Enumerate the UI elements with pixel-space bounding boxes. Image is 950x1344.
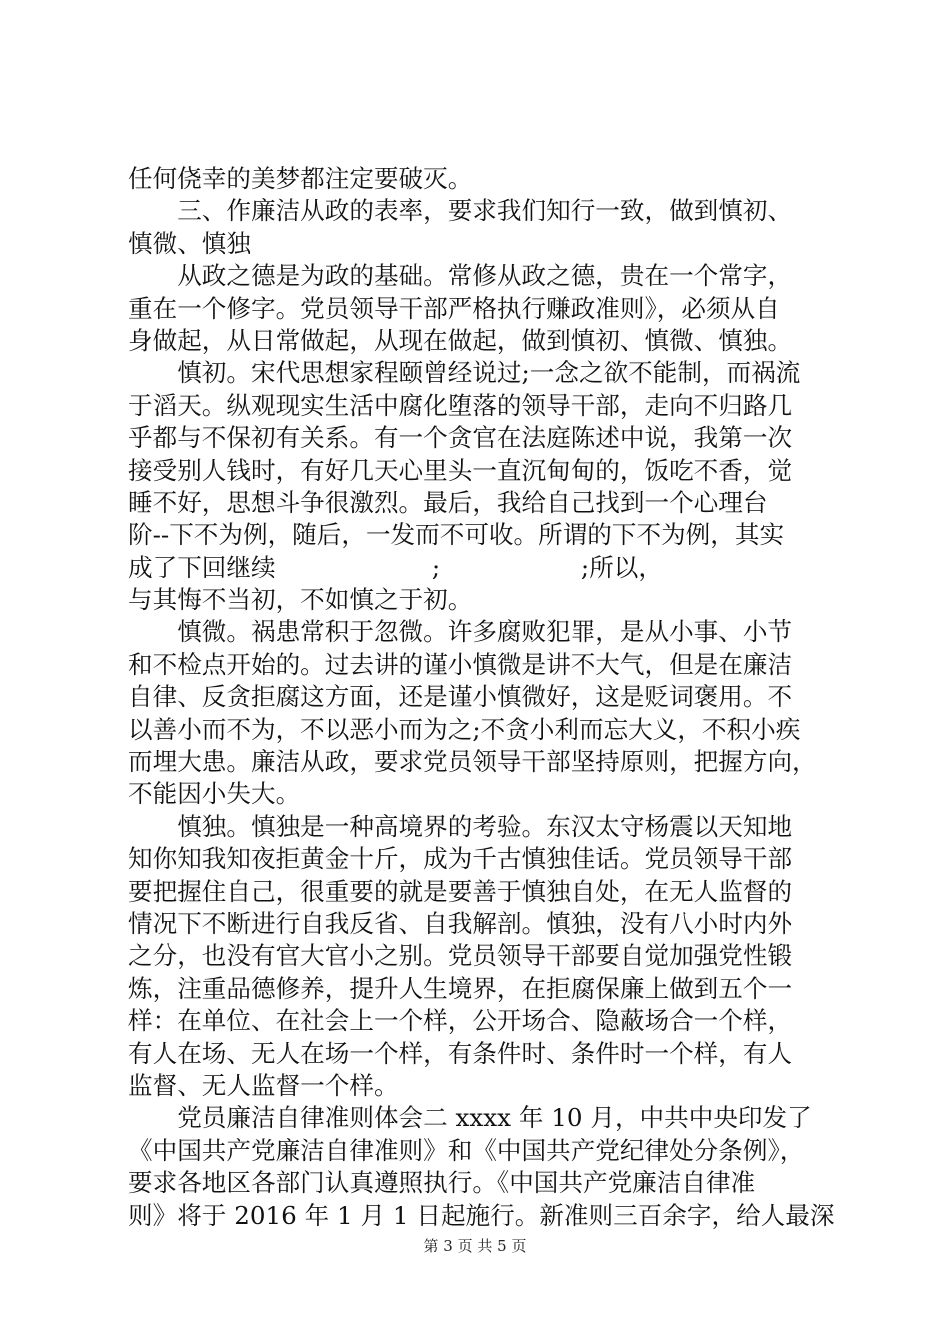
text-line: 知你知我知夜拒黄金十斤，成为千古慎独佳话。党员领导干部 bbox=[128, 844, 793, 874]
text-line: 成了下回继续 ; ;所以， bbox=[128, 552, 663, 582]
text-line: 从政之德是为政的基础。常修从政之德，贵在一个常字， bbox=[128, 261, 793, 291]
text-line: 自律、反贪拒腐这方面，还是谨小慎微好，这是贬词褒用。不 bbox=[128, 682, 793, 712]
text-line: 与其悔不当初，不如慎之于初。 bbox=[128, 585, 473, 615]
text-line: 炼，注重品德修养，提升人生境界，在拒腐保廉上做到五个一 bbox=[128, 973, 793, 1003]
text-line: 睡不好，思想斗争很激烈。最后，我给自己找到一个心理台 bbox=[128, 487, 768, 517]
text-line: 要把握住自己，很重要的就是要善于慎独自处，在无人监督的 bbox=[128, 876, 793, 906]
text-line: 而埋大患。廉洁从政，要求党员领导干部坚持原则，把握方向， bbox=[128, 747, 817, 777]
body-text bbox=[128, 163, 835, 1232]
text-line: 之分，也没有官大官小之别。党员领导干部要自觉加强党性锻 bbox=[128, 941, 793, 971]
text-line: 《中国共产党廉洁自律准则》和《中国共产党纪律处分条例》， bbox=[128, 1135, 805, 1165]
text-line: 慎独。慎独是一种高境界的考验。东汉太守杨震以天知地 bbox=[128, 811, 793, 841]
text-line: 有人在场、无人在场一个样，有条件时、条件时一个样，有人 bbox=[128, 1038, 793, 1068]
text-line: 要求各地区各部门认真遵照执行。《中国共产党廉洁自律准 bbox=[128, 1168, 756, 1198]
text-line: 慎微。祸患常积于忽微。许多腐败犯罪，是从小事、小节 bbox=[128, 617, 793, 647]
text-line: 党员廉洁自律准则体会二 xxxx 年 10 月，中共中央印发了 bbox=[128, 1103, 812, 1133]
text-line: 身做起，从日常做起，从现在做起，做到慎初、慎微、慎独。 bbox=[128, 325, 793, 355]
text-line: 三、作廉洁从政的表率，要求我们知行一致，做到慎初、 bbox=[128, 196, 793, 226]
text-line: 慎初。宋代思想家程颐曾经说过;一念之欲不能制，而祸流 bbox=[128, 358, 801, 388]
text-line: 任何侥幸的美梦都注定要破灭。 bbox=[128, 164, 473, 193]
text-line: 乎都与不保初有关系。有一个贪官在法庭陈述中说，我第一次 bbox=[128, 423, 793, 453]
text-line: 监督、无人监督一个样。 bbox=[128, 1070, 399, 1100]
text-line: 以善小而不为，不以恶小而为之;不贪小利而忘大义，不积小疾 bbox=[128, 714, 801, 744]
text-line: 和不检点开始的。过去讲的谨小慎微是讲不大气，但是在廉洁 bbox=[128, 649, 793, 679]
text-line: 则》将于 2016 年 1 月 1 日起施行。新准则三百余字，给人最深 bbox=[128, 1200, 835, 1230]
text-line: 接受别人钱时，有好几天心里头一直沉甸甸的，饭吃不香，觉 bbox=[128, 455, 793, 485]
page-number: 第 3 页 共 5 页 bbox=[423, 1237, 527, 1255]
text-line: 阶--下不为例，随后，一发而不可收。所谓的下不为例，其实 bbox=[128, 520, 785, 550]
text-line: 情况下不断进行自我反省、自我解剖。慎独，没有八小时内外 bbox=[128, 908, 793, 938]
text-line: 不能因小失大。 bbox=[128, 779, 301, 809]
text-line: 重在一个修字。党员领导干部严格执行赚政准则》，必须从自 bbox=[128, 293, 780, 323]
text-line: 慎微、慎独 bbox=[128, 228, 251, 258]
text-line: 于滔天。纵观现实生活中腐化堕落的领导干部，走向不归路几 bbox=[128, 390, 793, 420]
text-line: 样：在单位、在社会上一个样，公开场合、隐蔽场合一个样， bbox=[128, 1006, 793, 1036]
